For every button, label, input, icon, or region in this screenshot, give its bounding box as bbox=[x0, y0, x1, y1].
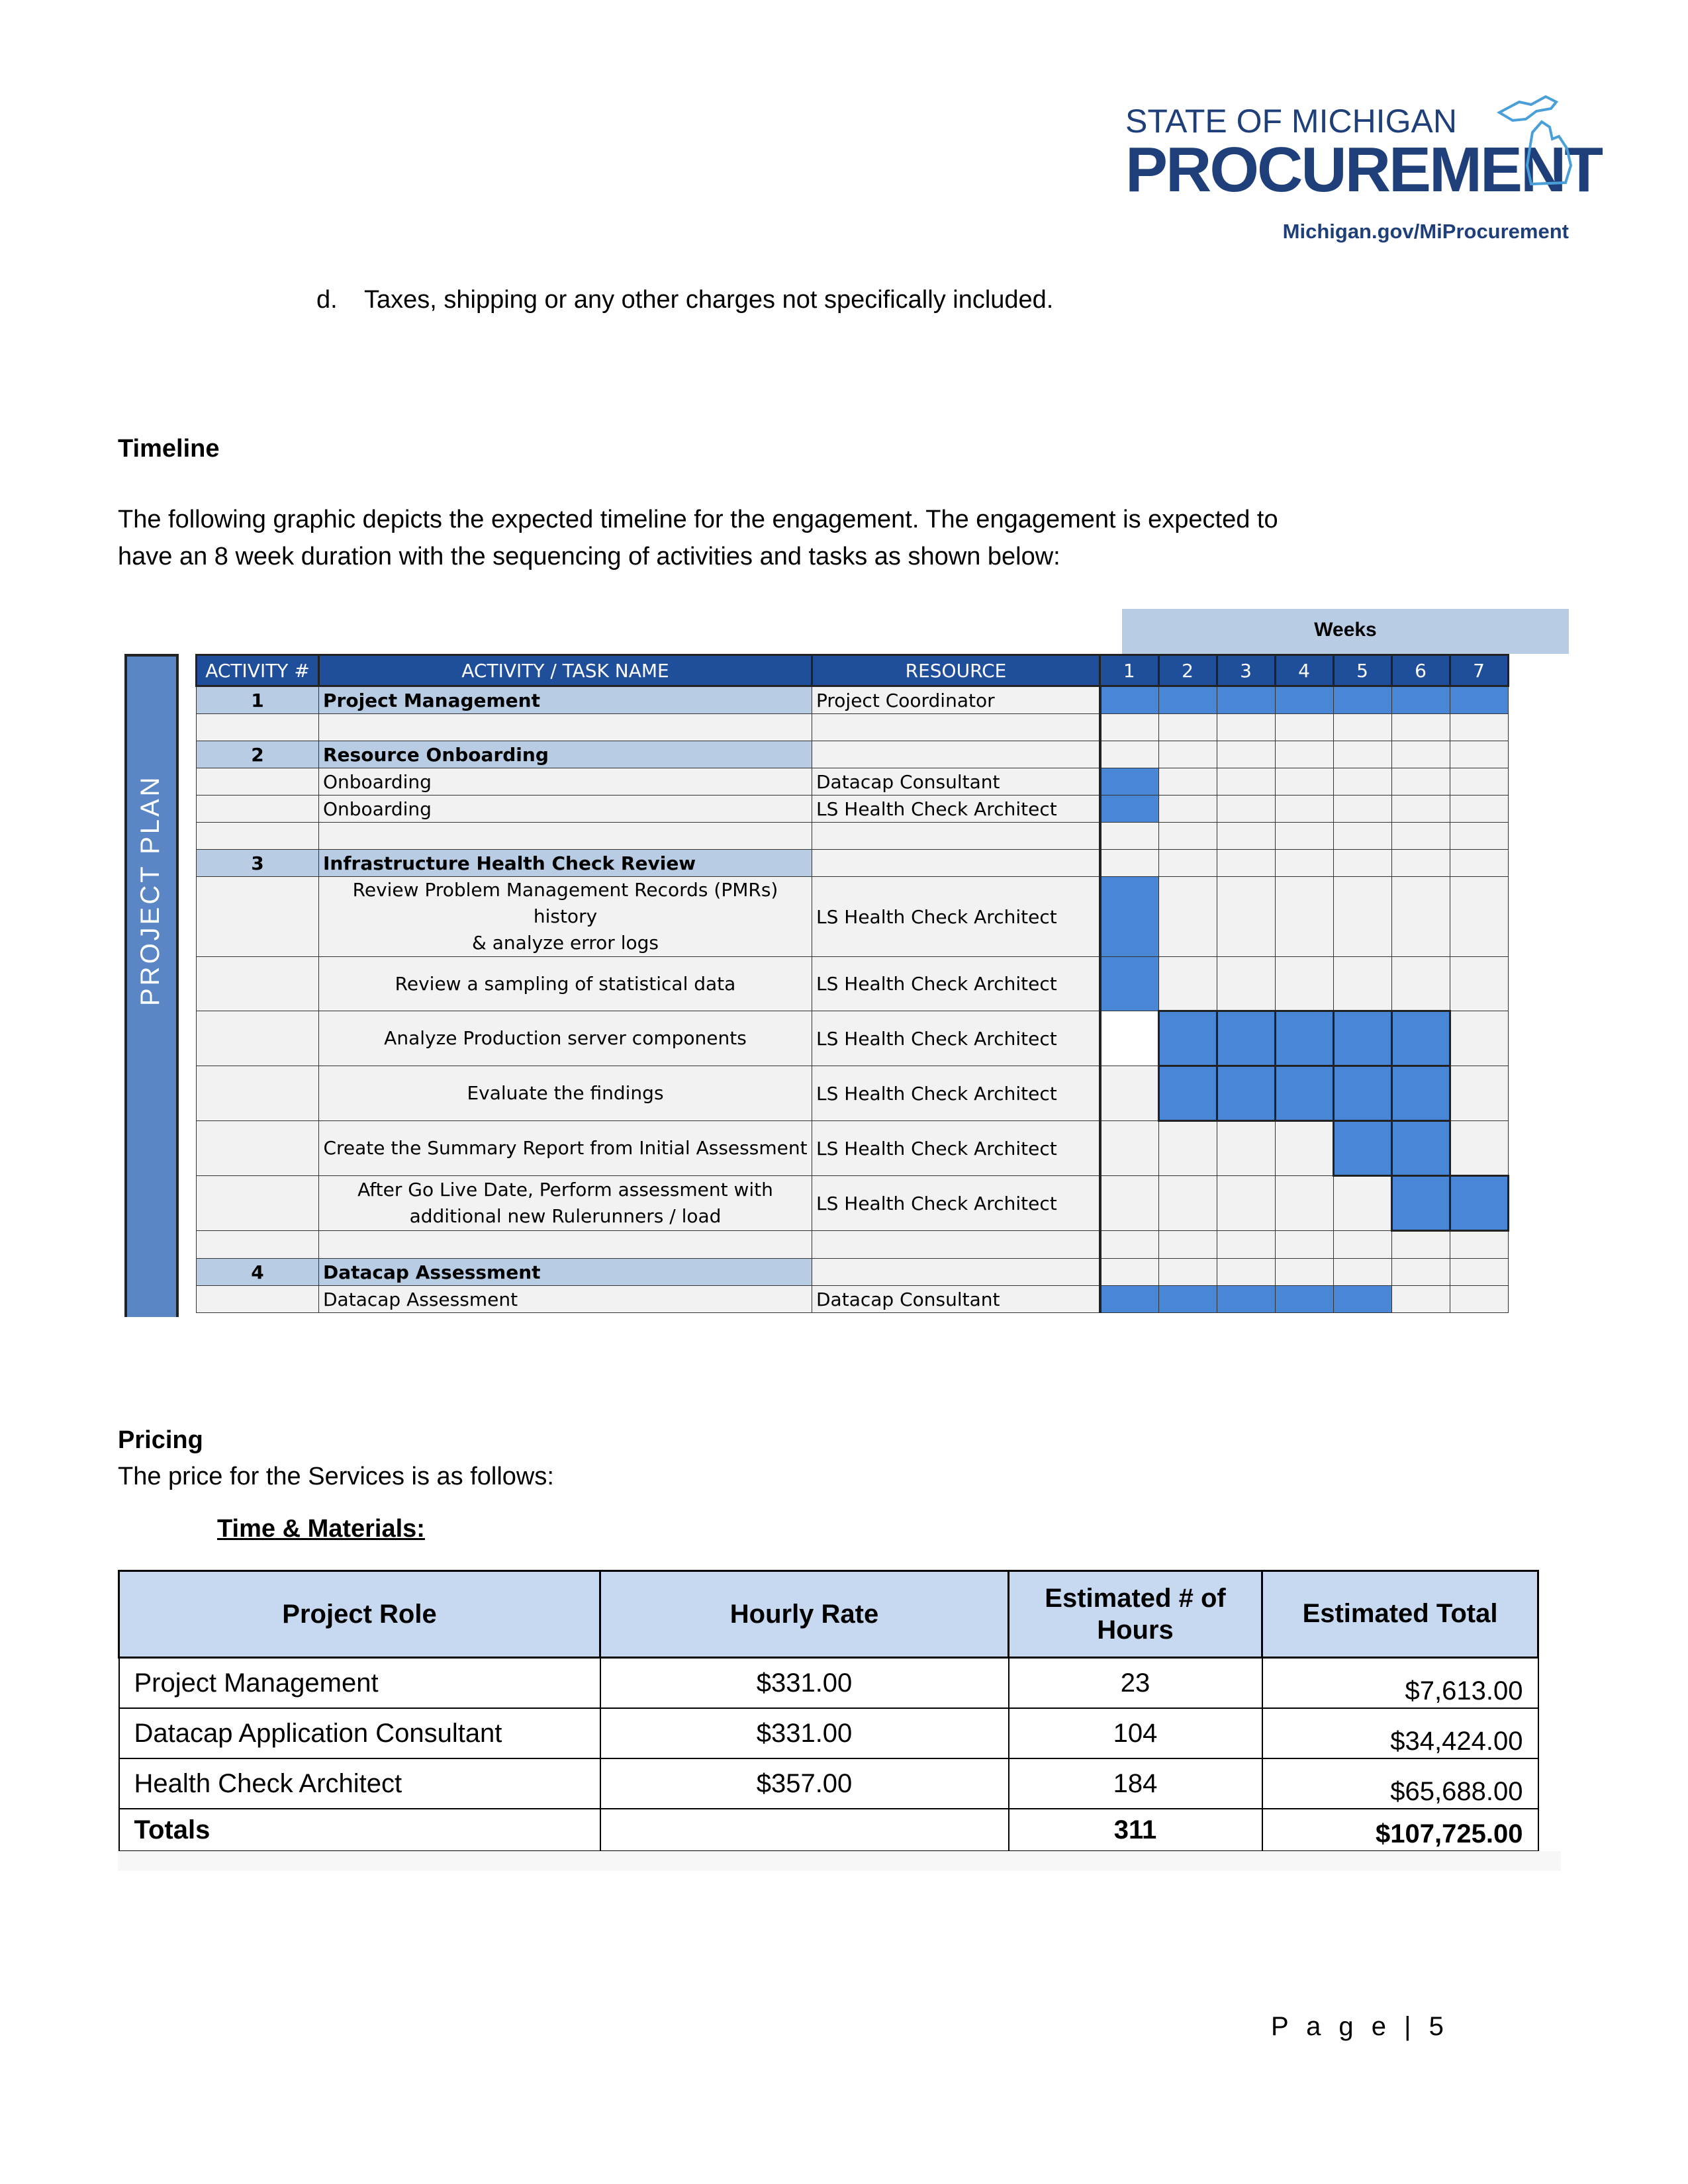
gantt-row bbox=[197, 1176, 1509, 1231]
gantt-bar-cell bbox=[1100, 686, 1159, 714]
page-number: P a g e | 5 bbox=[1271, 2012, 1449, 2041]
gantt-bar-cell bbox=[1333, 686, 1391, 714]
gantt-row bbox=[197, 1121, 1509, 1176]
gantt-bar-cell bbox=[1450, 1176, 1508, 1231]
gantt-bar-cell bbox=[1217, 1066, 1275, 1121]
gantt-header-row bbox=[197, 655, 1509, 686]
total-cell: $7,613.00 bbox=[1262, 1658, 1538, 1709]
gantt-bar-cell bbox=[1333, 1121, 1391, 1176]
table-shadow-strip bbox=[118, 1851, 1561, 1871]
col-role-header: Project Role bbox=[119, 1571, 600, 1658]
task-resource: LS Health Check Architect bbox=[812, 877, 1100, 957]
gantt-bar-cell bbox=[1275, 1066, 1333, 1121]
gantt-bar-cell bbox=[1333, 1011, 1391, 1066]
task-resource: Datacap Consultant bbox=[812, 768, 1100, 796]
gantt-bar-cell bbox=[1275, 686, 1333, 714]
totals-row bbox=[119, 1809, 1538, 1852]
activity-number: 4 bbox=[197, 1259, 319, 1286]
task-resource: LS Health Check Architect bbox=[812, 1066, 1100, 1121]
hours-cell: 104 bbox=[1009, 1708, 1262, 1758]
task-resource: LS Health Check Architect bbox=[812, 1011, 1100, 1066]
task-name: After Go Live Date, Perform assessment with additional new Rulerunners / load bbox=[319, 1176, 812, 1231]
task-resource: LS Health Check Architect bbox=[812, 796, 1100, 823]
task-name: Infrastructure Health Check Review bbox=[319, 850, 812, 877]
gantt-bar-cell bbox=[1275, 1011, 1333, 1066]
table-row bbox=[119, 1758, 1538, 1809]
task-resource: Datacap Consultant bbox=[812, 1286, 1100, 1313]
task-name: Onboarding bbox=[319, 796, 812, 823]
week-header: 2 bbox=[1158, 655, 1217, 686]
task-resource: LS Health Check Architect bbox=[812, 1121, 1100, 1176]
col-activity-header: ACTIVITY # bbox=[197, 655, 319, 686]
activity-number: 3 bbox=[197, 850, 319, 877]
gantt-bar-cell bbox=[1100, 796, 1159, 823]
gantt-bar-cell bbox=[1391, 1176, 1450, 1231]
gantt-row bbox=[197, 877, 1509, 957]
gantt-row bbox=[197, 714, 1509, 741]
list-item-marker: d. bbox=[316, 286, 338, 314]
gantt-row bbox=[197, 1259, 1509, 1286]
hours-cell: 23 bbox=[1009, 1658, 1262, 1709]
gantt-row bbox=[197, 957, 1509, 1011]
gantt-bar-cell bbox=[1158, 686, 1217, 714]
task-name: Project Management bbox=[319, 686, 812, 714]
role-cell: Health Check Architect bbox=[119, 1758, 600, 1809]
col-task-header: ACTIVITY / TASK NAME bbox=[319, 655, 812, 686]
gantt-bar-cell bbox=[1450, 686, 1508, 714]
task-name: Evaluate the findings bbox=[319, 1066, 812, 1121]
task-name: Datacap Assessment bbox=[319, 1286, 812, 1313]
gantt-bar-cell bbox=[1391, 1066, 1450, 1121]
week-header: 4 bbox=[1275, 655, 1333, 686]
col-hours-header: Estimated # of Hours bbox=[1009, 1571, 1262, 1658]
gantt-row bbox=[197, 686, 1509, 714]
pricing-table bbox=[118, 1570, 1539, 1852]
gantt-bar-cell bbox=[1100, 877, 1159, 957]
gantt-table bbox=[195, 654, 1509, 1313]
table-row bbox=[119, 1708, 1538, 1758]
task-resource: LS Health Check Architect bbox=[812, 1176, 1100, 1231]
gantt-bar-cell bbox=[1275, 1286, 1333, 1313]
timeline-paragraph-line1: The following graphic depicts the expected timeline for the engagement. The engagement is expected to bbox=[118, 506, 1278, 533]
procurement-logo bbox=[1125, 93, 1602, 251]
col-resource-header: RESOURCE bbox=[812, 655, 1100, 686]
gantt-row bbox=[197, 796, 1509, 823]
gantt-bar-cell bbox=[1217, 1286, 1275, 1313]
task-name: Review a sampling of statistical data bbox=[319, 957, 812, 1011]
task-name: Create the Summary Report from Initial Assessment bbox=[319, 1121, 812, 1176]
gantt-bar-cell bbox=[1158, 1286, 1217, 1313]
hours-cell: 184 bbox=[1009, 1758, 1262, 1809]
week-header: 5 bbox=[1333, 655, 1391, 686]
activity-number: 1 bbox=[197, 686, 319, 714]
table-row bbox=[119, 1658, 1538, 1709]
pricing-heading: Pricing bbox=[118, 1426, 203, 1454]
totals-hours: 311 bbox=[1009, 1809, 1262, 1852]
week-header: 1 bbox=[1100, 655, 1159, 686]
timeline-heading: Timeline bbox=[118, 435, 220, 463]
gantt-row bbox=[197, 823, 1509, 850]
gantt-bar-cell bbox=[1158, 1066, 1217, 1121]
gantt-bar-cell bbox=[1391, 1011, 1450, 1066]
gantt-row bbox=[197, 768, 1509, 796]
logo-state-text: STATE OF MICHIGAN bbox=[1125, 103, 1457, 140]
gantt-row bbox=[197, 1231, 1509, 1259]
total-cell: $34,424.00 bbox=[1262, 1708, 1538, 1758]
role-cell: Datacap Application Consultant bbox=[119, 1708, 600, 1758]
task-name: Resource Onboarding bbox=[319, 741, 812, 768]
col-total-header: Estimated Total bbox=[1262, 1571, 1538, 1658]
weeks-header: Weeks bbox=[1122, 609, 1569, 654]
task-resource: Project Coordinator bbox=[812, 686, 1100, 714]
gantt-row bbox=[197, 1066, 1509, 1121]
role-cell: Project Management bbox=[119, 1658, 600, 1709]
gantt-row bbox=[197, 741, 1509, 768]
task-name: Onboarding bbox=[319, 768, 812, 796]
gantt-bar-cell bbox=[1333, 1066, 1391, 1121]
gantt-bar-cell bbox=[1333, 1286, 1391, 1313]
michigan-map-icon bbox=[1493, 93, 1579, 192]
total-cell: $65,688.00 bbox=[1262, 1758, 1538, 1809]
gantt-bar-cell bbox=[1217, 1011, 1275, 1066]
gantt-bar-cell bbox=[1100, 1286, 1159, 1313]
pricing-header-row bbox=[119, 1571, 1538, 1658]
gantt-bar-cell bbox=[1391, 686, 1450, 714]
rate-cell: $357.00 bbox=[600, 1758, 1009, 1809]
logo-procurement-text: PROCUREMENT bbox=[1125, 134, 1602, 205]
pricing-intro: The price for the Services is as follows: bbox=[118, 1463, 554, 1490]
gantt-bar-cell bbox=[1391, 1121, 1450, 1176]
task-name: Datacap Assessment bbox=[319, 1259, 812, 1286]
totals-amount: $107,725.00 bbox=[1262, 1809, 1538, 1852]
rate-cell: $331.00 bbox=[600, 1658, 1009, 1709]
task-name: Analyze Production server components bbox=[319, 1011, 812, 1066]
gantt-bar-cell bbox=[1100, 957, 1159, 1011]
rate-cell: $331.00 bbox=[600, 1708, 1009, 1758]
gantt-row bbox=[197, 850, 1509, 877]
timeline-paragraph-line2: have an 8 week duration with the sequencing of activities and tasks as shown below: bbox=[118, 543, 1060, 570]
gantt-bar-cell bbox=[1100, 768, 1159, 796]
task-name: Review Problem Management Records (PMRs) history & analyze error logs bbox=[319, 877, 812, 957]
week-header: 3 bbox=[1217, 655, 1275, 686]
col-rate-header: Hourly Rate bbox=[600, 1571, 1009, 1658]
logo-url: Michigan.gov/MiProcurement bbox=[1282, 220, 1569, 243]
gantt-row bbox=[197, 1286, 1509, 1313]
activity-number: 2 bbox=[197, 741, 319, 768]
pricing-subheading: Time & Materials: bbox=[217, 1515, 425, 1543]
project-plan-gantt: PROJECT PLAN Weeks ACTIVITY # ACTIVITY / TASK NAME RESOURCE 1 2 3 4 5 6 7 1 Project Management Project Coordinator 2 Resource Onboarding Onboarding Datacap Consultant Onboarding LS Health Check Architect 3 Infrastructure Health Check Review Review Problem Management Records (PMRs) history & analyze error logs LS Health Check Architect Review a sampling of statistical data LS Health Check Architect Analyze Production server components LS Health Check Architect Evaluate the findings LS Health Check Architect Create the Summary Report from Initial Assessment LS Health Check Architect After Go Live Date, Perform assessment with additional new Rulerunners / load LS Health Check Architect 4 Datacap Assessment Datacap Assessment Datacap Consultant bbox=[119, 609, 1569, 1324]
week-header: 6 bbox=[1391, 655, 1450, 686]
gantt-bar-cell bbox=[1217, 686, 1275, 714]
task-resource: LS Health Check Architect bbox=[812, 957, 1100, 1011]
totals-label: Totals bbox=[119, 1809, 600, 1852]
gantt-bar-cell bbox=[1158, 1011, 1217, 1066]
list-item-text: Taxes, shipping or any other charges not specifically included. bbox=[364, 286, 1054, 314]
gantt-row bbox=[197, 1011, 1509, 1066]
week-header: 7 bbox=[1450, 655, 1508, 686]
